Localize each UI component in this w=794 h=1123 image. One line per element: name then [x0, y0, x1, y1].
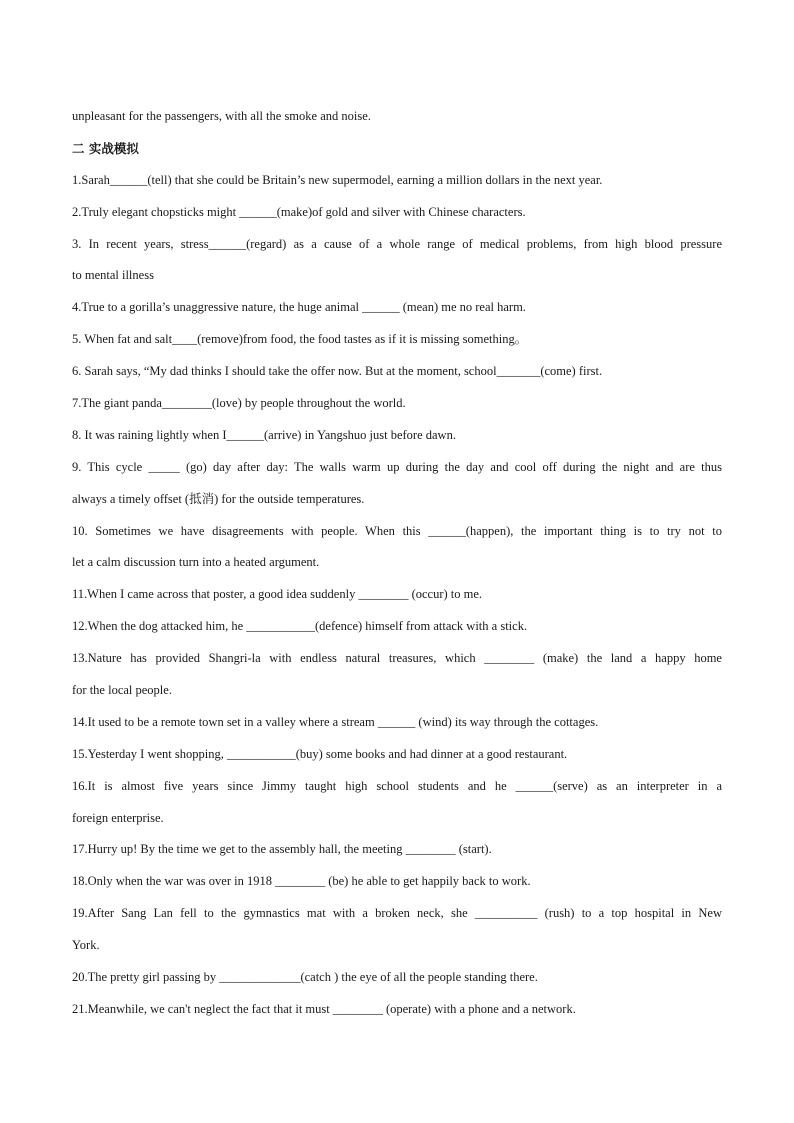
- question-10-cont: let a calm discussion turn into a heated argument.: [72, 555, 320, 570]
- question-9-cont: always a timely offset (抵消) for the outside temperatures.: [72, 491, 365, 506]
- question-1: 1.Sarah______(tell) that she could be Britain’s new supermodel, earning a million dollars in the next year.: [72, 172, 603, 187]
- question-4: 4.True to a gorilla’s unaggressive nature, the huge animal ______ (mean) me no real harm.: [72, 300, 526, 315]
- question-19: 19.After Sang Lan fell to the gymnastics mat with a broken neck, she __________ (rush) to a top hospital in New: [72, 906, 722, 921]
- question-21: 21.Meanwhile, we can't neglect the fact that it must ________ (operate) with a phone and a network.: [72, 1001, 576, 1016]
- section-title: 二 实战模拟: [72, 140, 139, 156]
- question-16-cont: foreign enterprise.: [72, 810, 164, 825]
- question-18: 18.Only when the war was over in 1918 ________ (be) he able to get happily back to work.: [72, 874, 531, 889]
- question-2: 2.Truly elegant chopsticks might ______(make)of gold and silver with Chinese characters.: [72, 204, 526, 219]
- exercise-page: [72, 101, 722, 1026]
- question-10: 10. Sometimes we have disagreements with people. When this ______(happen), the important thing is to try not to: [72, 523, 722, 538]
- question-13: 13.Nature has provided Shangri-la with endless natural treasures, which ________ (make) the land a happy home: [72, 651, 722, 666]
- carryover-text: unpleasant for the passengers, with all the smoke and noise.: [72, 109, 371, 123]
- question-7: 7.The giant panda________(love) by people throughout the world.: [72, 396, 406, 411]
- question-14: 14.It used to be a remote town set in a valley where a stream ______ (wind) its way through the cottages.: [72, 714, 599, 729]
- question-3-cont: to mental illness: [72, 268, 154, 283]
- question-20: 20.The pretty girl passing by _____________(catch ) the eye of all the people standing there.: [72, 970, 538, 985]
- question-8: 8. It was raining lightly when I______(arrive) in Yangshuo just before dawn.: [72, 427, 456, 442]
- question-13-cont: for the local people.: [72, 683, 172, 698]
- question-17: 17.Hurry up! By the time we get to the assembly hall, the meeting ________ (start).: [72, 842, 492, 857]
- question-19-cont: York.: [72, 938, 100, 953]
- question-11: 11.When I came across that poster, a good idea suddenly ________ (occur) to me.: [72, 587, 483, 602]
- question-5: 5. When fat and salt____(remove)from food, the food tastes as if it is missing something。: [72, 332, 528, 347]
- question-16: 16.It is almost five years since Jimmy taught high school students and he ______(serve) as an interpreter in a: [72, 778, 722, 793]
- question-12: 12.When the dog attacked him, he ___________(defence) himself from attack with a stick.: [72, 619, 528, 634]
- question-6: 6. Sarah says, “My dad thinks I should take the offer now. But at the moment, school_______(come) first.: [72, 364, 603, 379]
- question-9: 9. This cycle _____ (go) day after day: The walls warm up during the day and cool off during the night and are thus: [72, 459, 722, 474]
- question-3: 3. In recent years, stress______(regard) as a cause of a whole range of medical problems, from high blood pressure: [72, 236, 722, 251]
- question-15: 15.Yesterday I went shopping, ___________(buy) some books and had dinner at a good restaurant.: [72, 746, 568, 761]
